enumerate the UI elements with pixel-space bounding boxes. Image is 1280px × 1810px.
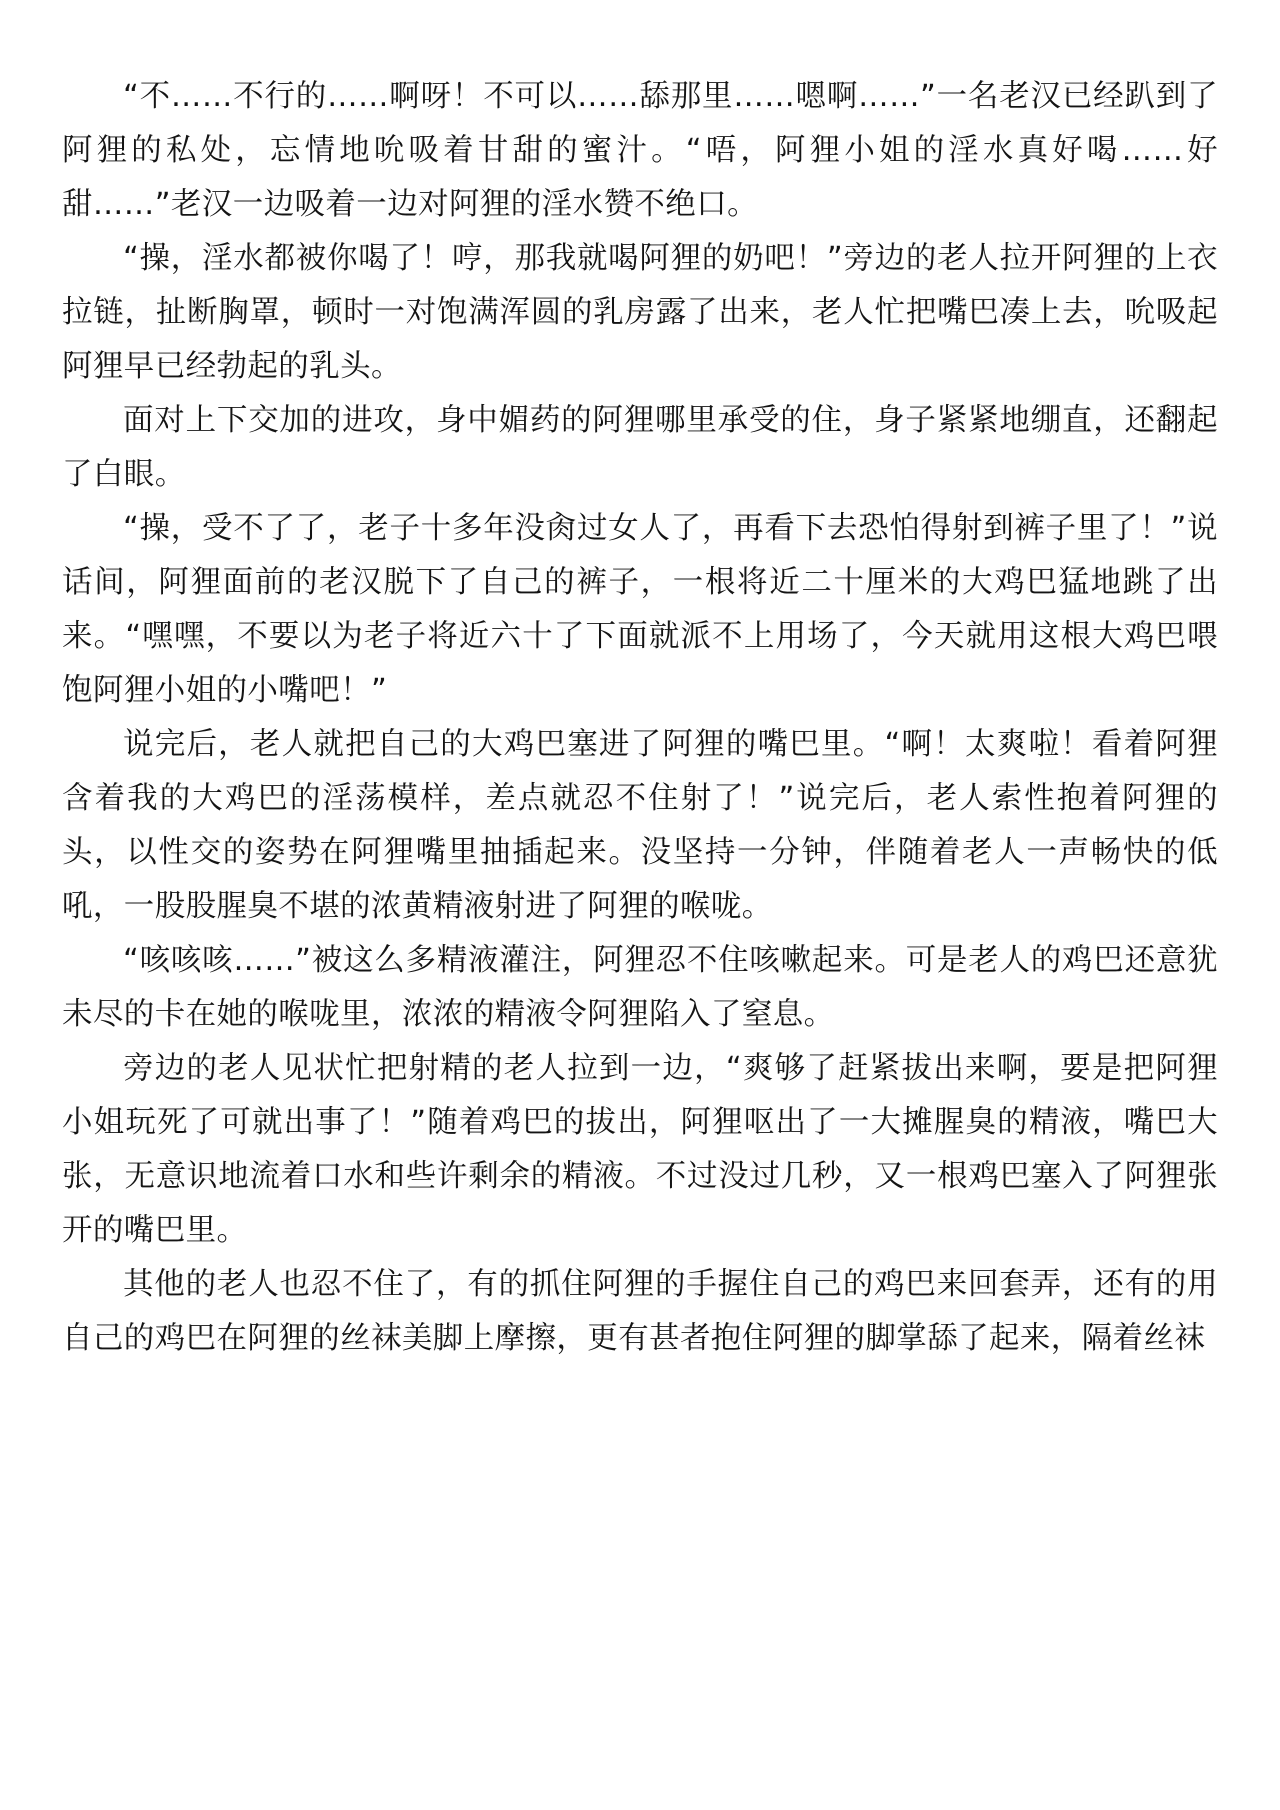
paragraph: 说完后，老人就把自己的大鸡巴塞进了阿狸的嘴巴里。“啊！太爽啦！看着阿狸含着我的大鸡巴的淫荡模样，差点就忍不住射了！”说完后，老人索性抱着阿狸的头，以性交的姿势在阿狸嘴里抽插起来。没坚持一分钟，伴随着老人一声畅快的低吼，一股股腥臭不堪的浓黄精液射进了阿狸的喉咙。 — [62, 726, 1218, 924]
paragraph: 旁边的老人见状忙把射精的老人拉到一边，“爽够了赶紧拔出来啊，要是把阿狸小姐玩死了可就出事了！”随着鸡巴的拔出，阿狸呕出了一大摊腥臭的精液，嘴巴大张，无意识地流着口水和些许剩余的精液。不过没过几秒，又一根鸡巴塞入了阿狸张开的嘴巴里。 — [62, 1050, 1218, 1248]
paragraph: “咳咳咳……”被这么多精液灌注，阿狸忍不住咳嗽起来。可是老人的鸡巴还意犹未尽的卡在她的喉咙里，浓浓的精液令阿狸陷入了窒息。 — [62, 942, 1218, 1032]
paragraph: “操，淫水都被你喝了！哼，那我就喝阿狸的奶吧！”旁边的老人拉开阿狸的上衣拉链，扯断胸罩，顿时一对饱满浑圆的乳房露了出来，老人忙把嘴巴凑上去，吮吸起阿狸早已经勃起的乳头。 — [62, 240, 1218, 384]
paragraph: “不……不行的……啊呀！不可以……舔那里……嗯啊……”一名老汉已经趴到了阿狸的私处，忘情地吮吸着甘甜的蜜汁。“唔，阿狸小姐的淫水真好喝……好甜……”老汉一边吸着一边对阿狸的淫水赞不绝口。 — [62, 79, 1218, 222]
paragraph: 其他的老人也忍不住了，有的抓住阿狸的手握住自己的鸡巴来回套弄，还有的用自己的鸡巴在阿狸的丝袜美脚上摩擦，更有甚者抱住阿狸的脚掌舔了起来，隔着丝袜 — [62, 1266, 1218, 1356]
paragraph: 面对上下交加的进攻，身中媚药的阿狸哪里承受的住，身子紧紧地绷直，还翻起了白眼。 — [62, 402, 1218, 492]
paragraph: “操，受不了了，老子十多年没肏过女人了，再看下去恐怕得射到裤子里了！”说话间，阿狸面前的老汉脱下了自己的裤子，一根将近二十厘米的大鸡巴猛地跳了出来。“嘿嘿，不要以为老子将近六十了下面就派不上用场了，今天就用这根大鸡巴喂饱阿狸小姐的小嘴吧！” — [62, 510, 1218, 708]
document-text-body — [62, 70, 1218, 1366]
